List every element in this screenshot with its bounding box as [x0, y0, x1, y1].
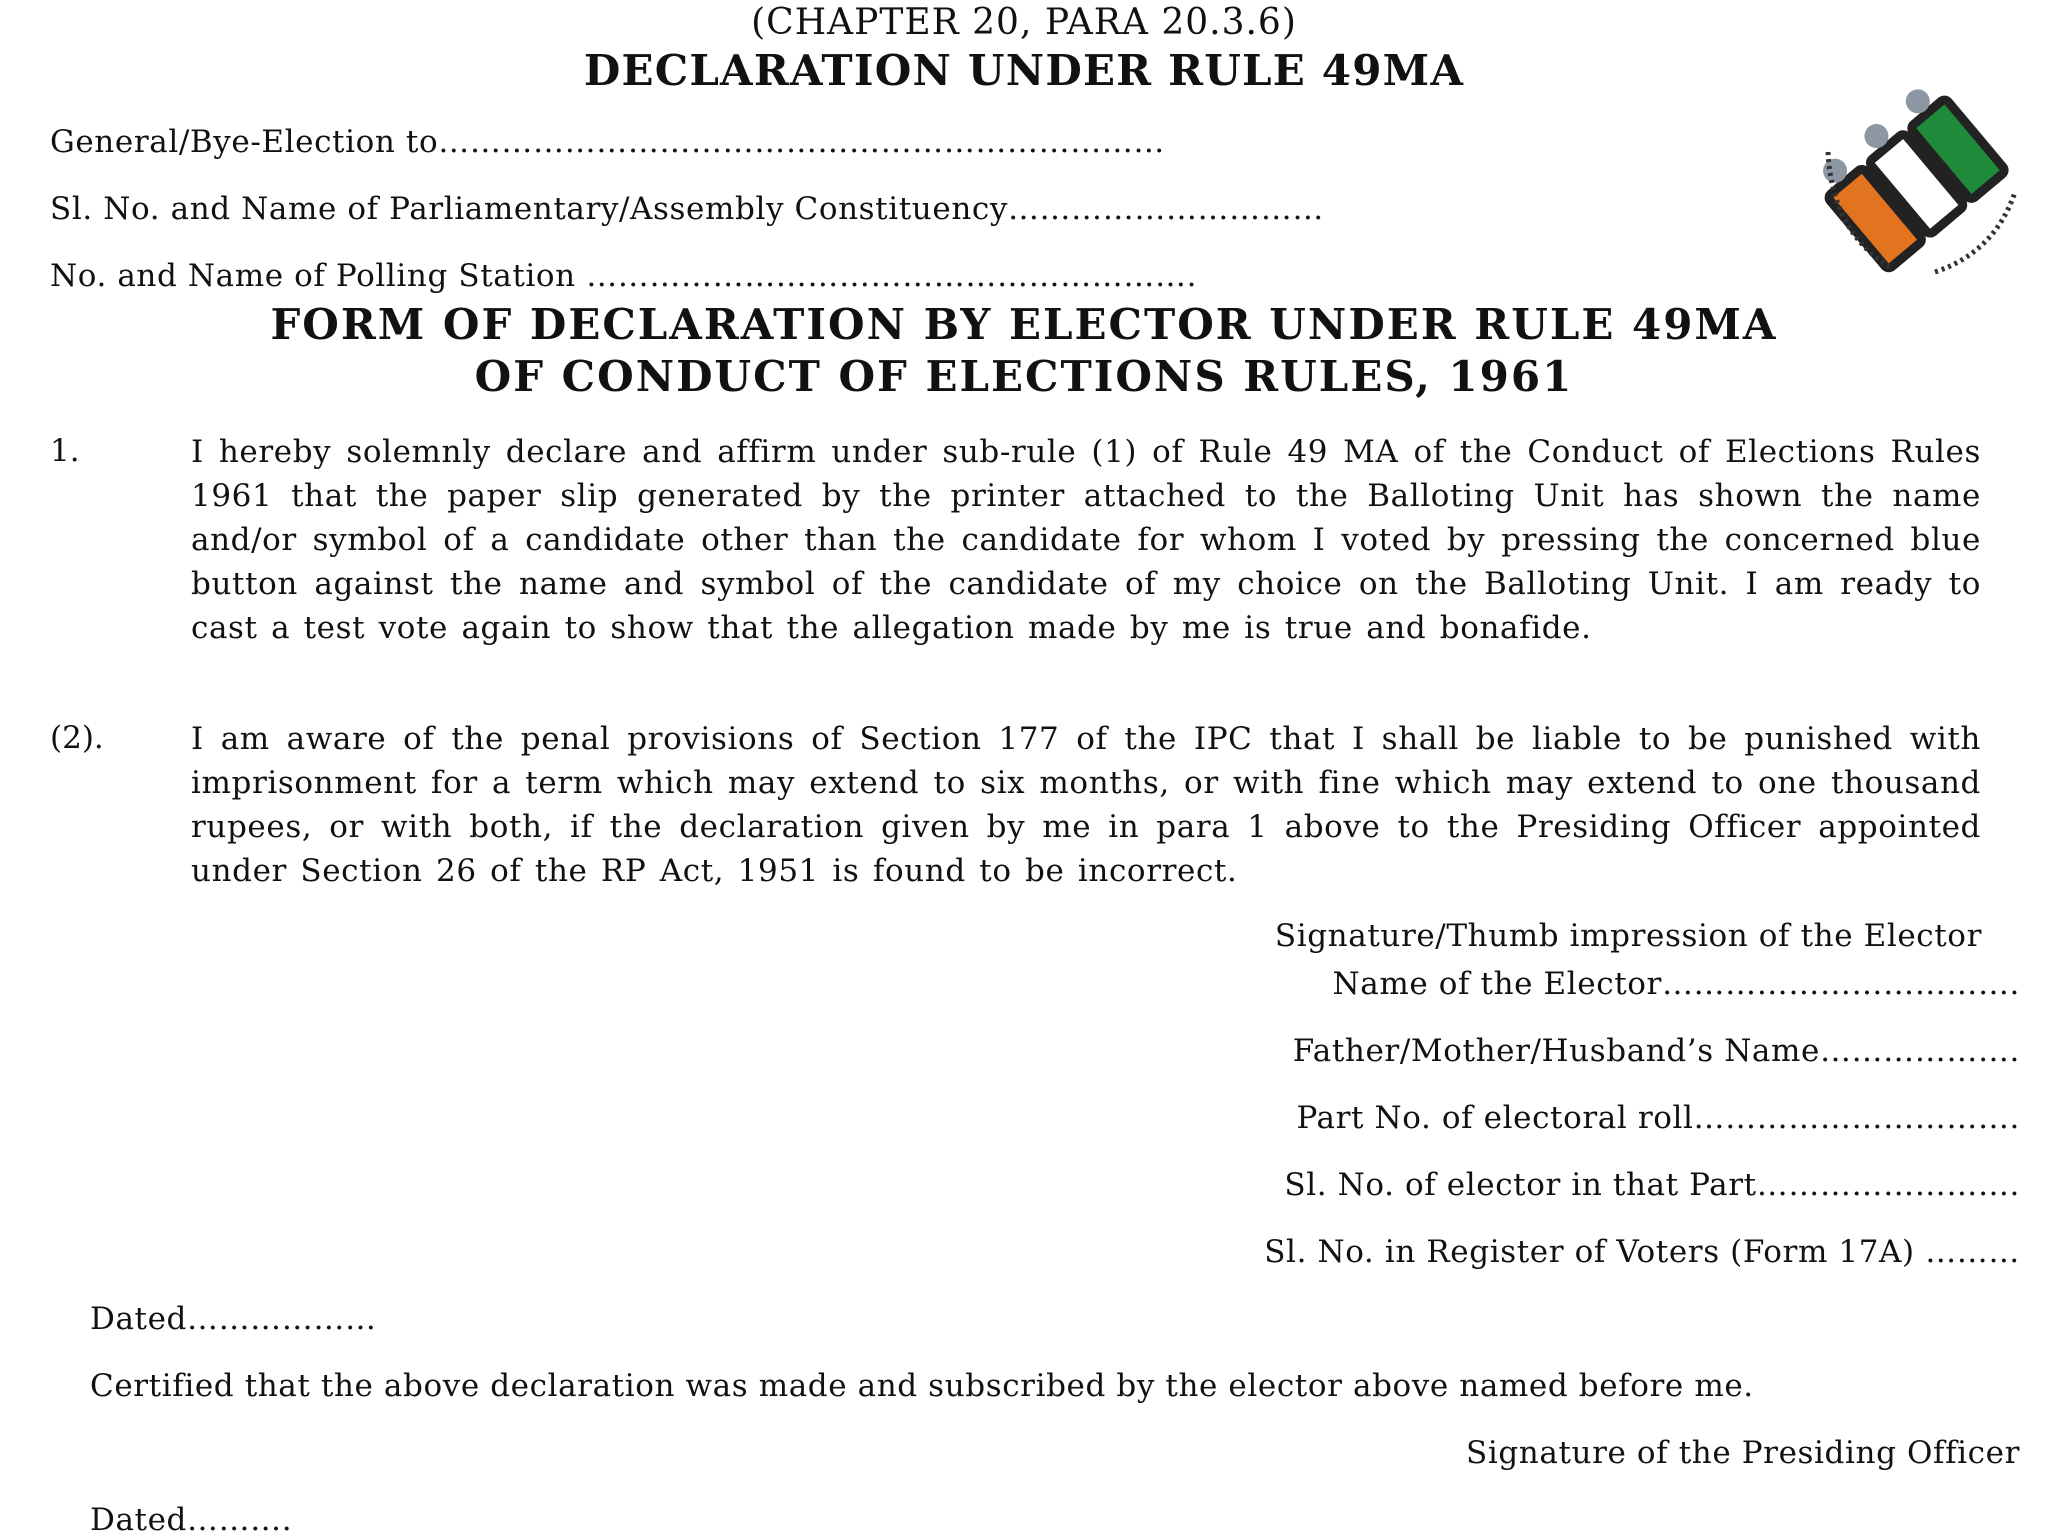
election-field: General/Bye-Election to……………………………………………………………	[50, 124, 1166, 160]
certification-text: Certified that the above declaration was made and subscribed by the elector above named before me.	[90, 1368, 1754, 1404]
dated-field-1: Dated………………	[90, 1301, 377, 1337]
relative-name-field: Father/Mother/Husband’s Name……………….	[1292, 1033, 2020, 1069]
paragraph-number-2: (2).	[50, 720, 104, 756]
presiding-officer-signature: Signature of the Presiding Officer	[1466, 1435, 2020, 1471]
polling-station-field: No. and Name of Polling Station ………………………………………………….	[50, 258, 1198, 294]
paragraph-1-text: I hereby solemnly declare and affirm under sub-rule (1) of Rule 49 MA of the Conduct of Elections Rules 1961 that the paper slip generated by the printer attached to the Balloting Unit has shown the name and/or symbol of a candidate other than the candidate for whom I voted by pressing the concerned blue button against the name and symbol of the candidate of my choice on the Balloting Unit. I am ready to cast a test vote again to show that the allegation made by me is true and bonafide.	[191, 434, 1981, 646]
page-title: DECLARATION UNDER RULE 49MA	[583, 46, 1465, 95]
election-commission-logo-icon	[1810, 82, 2020, 282]
chapter-reference: (CHAPTER 20, PARA 20.3.6)	[751, 2, 1297, 43]
dated-field-2: Dated……….	[90, 1502, 293, 1538]
paragraph-number-1: 1.	[50, 433, 80, 469]
elector-signature-label: Signature/Thumb impression of the Elector	[1274, 918, 1982, 954]
form-title-line-2: OF CONDUCT OF ELECTIONS RULES, 1961	[474, 352, 1574, 401]
register-sl-no-field: Sl. No. in Register of Voters (Form 17A) ………	[1264, 1234, 2020, 1270]
form-title-line-1: FORM OF DECLARATION BY ELECTOR UNDER RULE 49MA	[270, 300, 1778, 349]
elector-sl-no-field: Sl. No. of elector in that Part…………………….	[1284, 1167, 2020, 1203]
elector-name-field: Name of the Elector…………………………….	[1332, 966, 2020, 1002]
part-no-field: Part No. of electoral roll………………………….	[1296, 1100, 2020, 1136]
constituency-field: Sl. No. and Name of Parliamentary/Assembly Constituency…………………………	[50, 191, 1324, 227]
paragraph-2-text: I am aware of the penal provisions of Section 177 of the IPC that I shall be liable to be punished with imprisonment for a term which may extend to six months, or with fine which may extend to one thousand rupees, or with both, if the declaration given by me in para 1 above to the Presiding Officer appointed under Section 26 of the RP Act, 1951 is found to be incorrect.	[191, 721, 1981, 889]
